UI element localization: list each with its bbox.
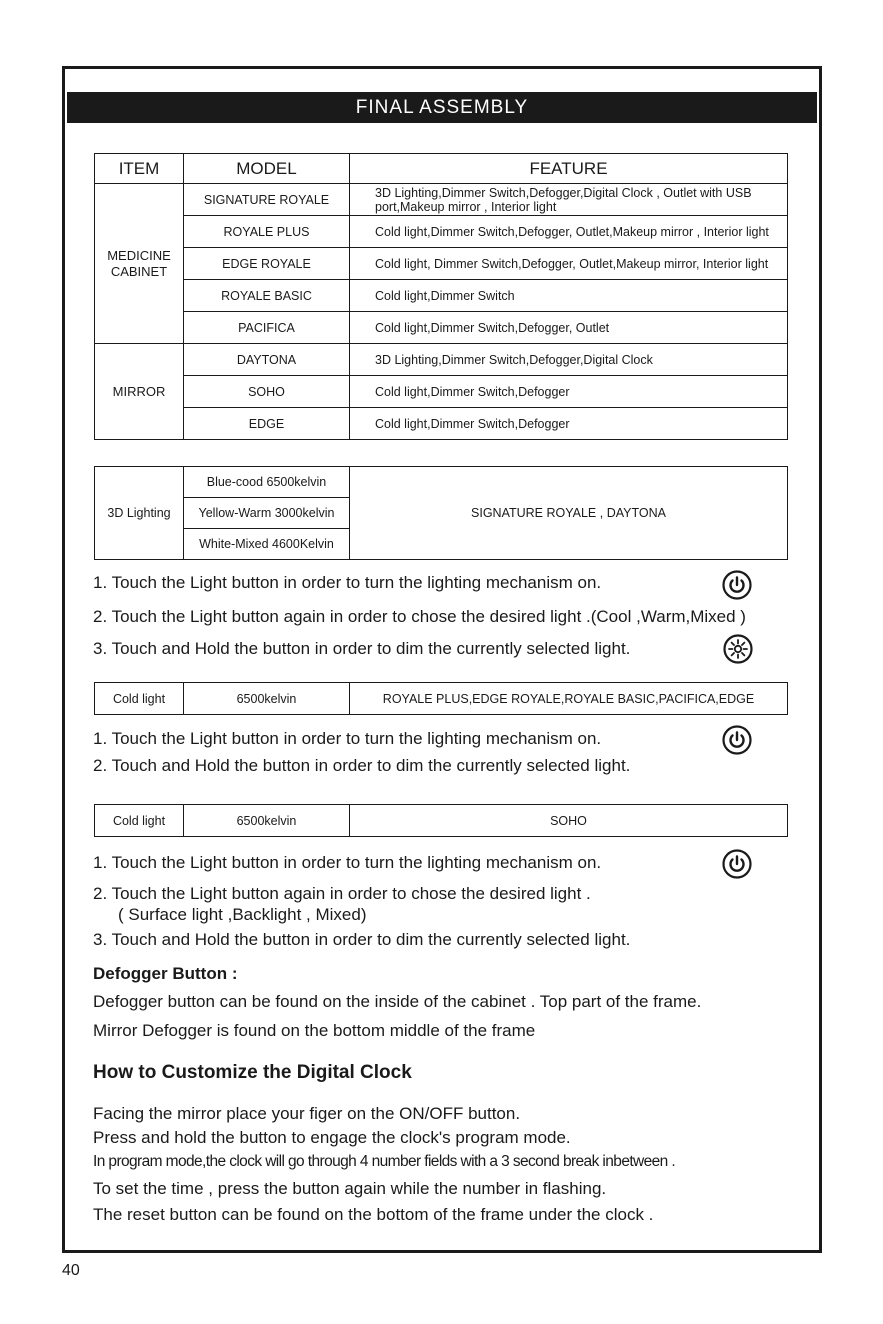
feature-cell: Cold light,Dimmer Switch [350,280,788,312]
model-cell: DAYTONA [184,344,350,376]
feature-cell: Cold light,Dimmer Switch,Defogger [350,408,788,440]
table-row [95,344,788,376]
clock-heading: How to Customize the Digital Clock [93,1062,412,1083]
applicable-models: SOHO [350,805,788,837]
instruction-line: 1. Touch the Light button in order to turn the lighting mechanism on. [93,853,602,872]
lighting-models: SIGNATURE ROYALE , DAYTONA [350,467,788,560]
section-banner: FINAL ASSEMBLY [67,92,817,123]
clock-line: In program mode,the clock will go through 4 number fields with a 3 second break inbetween . [93,1153,676,1170]
instruction-line: 3. Touch and Hold the button in order to dim the currently selected light. [93,639,631,658]
dimmer-icon [723,634,753,664]
model-cell: ROYALE BASIC [184,280,350,312]
applicable-models: ROYALE PLUS,EDGE ROYALE,ROYALE BASIC,PACIFICA,EDGE [350,683,788,715]
clock-line: To set the time , press the button again while the number in flashing. [93,1179,607,1198]
table-row [95,376,788,408]
header-model: MODEL [184,154,350,184]
instruction-line: 1. Touch the Light button in order to turn the lighting mechanism on. [93,729,602,748]
group-mirror: MIRROR [95,344,184,440]
lighting-option: White-Mixed 4600Kelvin [184,529,350,560]
header-item: ITEM [95,154,184,184]
feature-cell: Cold light,Dimmer Switch,Defogger, Outlet [350,312,788,344]
model-cell: EDGE [184,408,350,440]
instruction-line: ( Surface light ,Backlight , Mixed) [118,905,367,924]
feature-cell: Cold light,Dimmer Switch,Defogger [350,376,788,408]
table-row [95,280,788,312]
lighting-label: 3D Lighting [95,467,184,560]
feature-cell: Cold light,Dimmer Switch,Defogger, Outlet,Makeup mirror , Interior light [350,216,788,248]
model-cell: EDGE ROYALE [184,248,350,280]
clock-line: Press and hold the button to engage the clock's program mode. [93,1128,571,1147]
clock-line: The reset button can be found on the bottom of the frame under the clock . [93,1205,654,1224]
table-row [95,683,788,715]
header-feature: FEATURE [350,154,788,184]
lighting-option: Yellow-Warm 3000kelvin [184,498,350,529]
light-type: Cold light [95,683,184,715]
lighting-option: Blue-cood 6500kelvin [184,467,350,498]
instruction-line: 3. Touch and Hold the button in order to dim the currently selected light. [93,930,631,949]
table-row [95,467,788,498]
kelvin-value: 6500kelvin [184,805,350,837]
kelvin-value: 6500kelvin [184,683,350,715]
defogger-line: Mirror Defogger is found on the bottom middle of the frame [93,1021,536,1040]
feature-cell: 3D Lighting,Dimmer Switch,Defogger,Digital Clock [350,344,788,376]
model-cell: SOHO [184,376,350,408]
table-row [95,184,788,216]
table-row [95,312,788,344]
table-row [95,216,788,248]
model-cell: PACIFICA [184,312,350,344]
model-cell: ROYALE PLUS [184,216,350,248]
defogger-heading: Defogger Button : [93,964,238,983]
3d-lighting-table [94,466,788,560]
model-cell: SIGNATURE ROYALE [184,184,350,216]
power-icon [722,570,752,600]
cold-light-soho-table [94,804,788,837]
page-number: 40 [62,1262,80,1279]
cold-light-table [94,682,788,715]
table-row [95,408,788,440]
light-type: Cold light [95,805,184,837]
defogger-line: Defogger button can be found on the inside of the cabinet . Top part of the frame. [93,992,702,1011]
feature-cell: 3D Lighting,Dimmer Switch,Defogger,Digital Clock , Outlet with USB port,Makeup mirror , Interior light [350,184,788,216]
instruction-line: 2. Touch the Light button again in order to chose the desired light . [93,884,591,903]
model-feature-table [94,153,788,440]
table-header-row [95,154,788,184]
power-icon [722,849,752,879]
instruction-line: 1. Touch the Light button in order to turn the lighting mechanism on. [93,573,602,592]
group-medicine-cabinet: MEDICINE CABINET [95,184,184,344]
instruction-line: 2. Touch and Hold the button in order to dim the currently selected light. [93,756,631,775]
instruction-line: 2. Touch the Light button again in order to chose the desired light .(Cool ,Warm,Mixed ) [93,607,746,626]
table-row [95,805,788,837]
clock-line: Facing the mirror place your figer on the ON/OFF button. [93,1104,521,1123]
table-row [95,248,788,280]
feature-cell: Cold light, Dimmer Switch,Defogger, Outlet,Makeup mirror, Interior light [350,248,788,280]
power-icon [722,725,752,755]
